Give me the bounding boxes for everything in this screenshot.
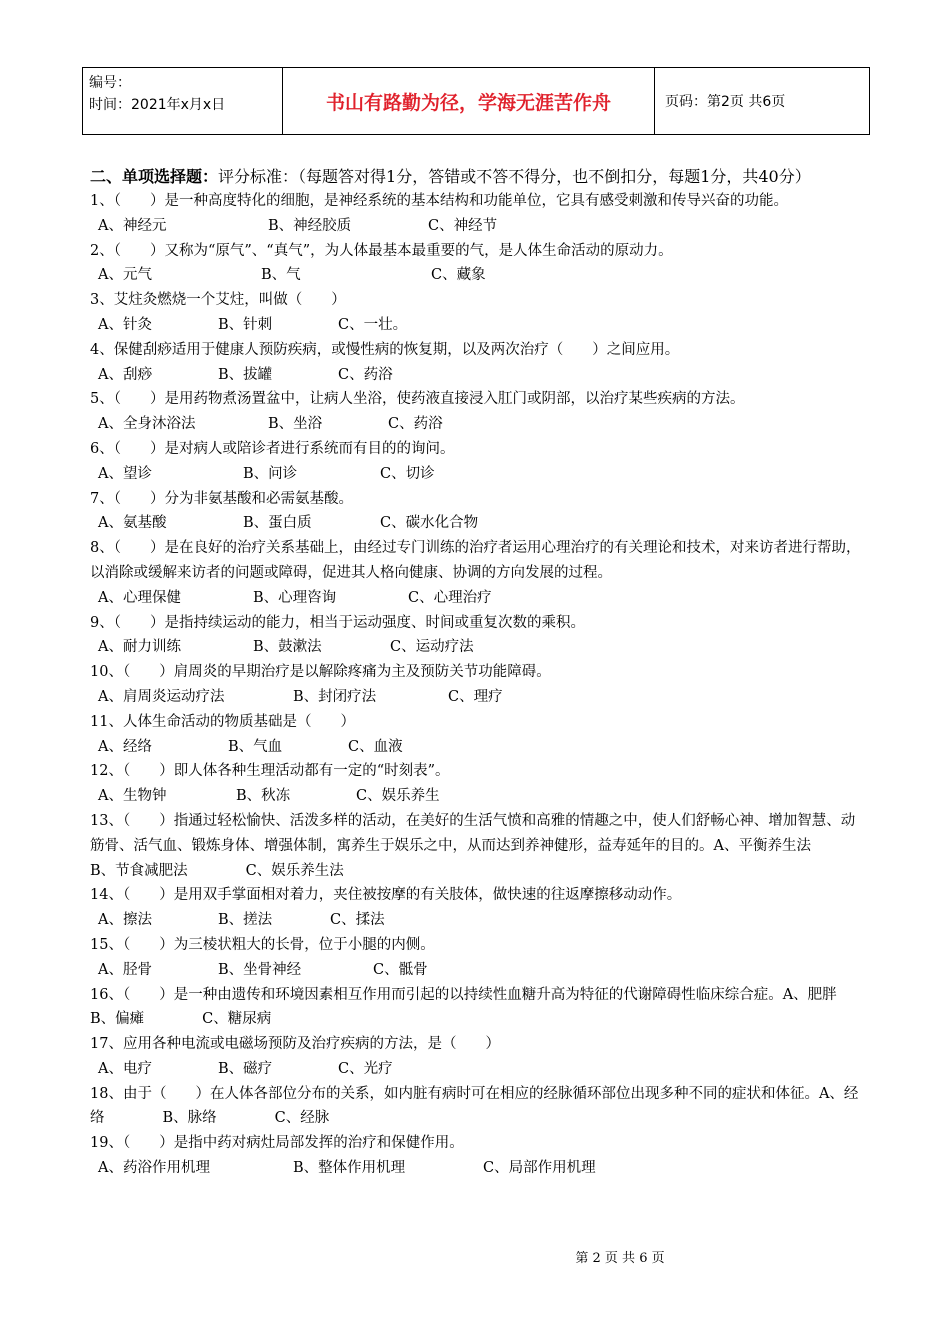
option-row (90, 685, 862, 710)
option-a: A、耐力训练 (98, 639, 181, 656)
option-c: C、运动疗法 (390, 639, 474, 656)
header-meta (83, 68, 283, 134)
option-a: A、电疗 (98, 1060, 152, 1077)
option-row (90, 1057, 862, 1082)
option-row (90, 214, 862, 239)
section-title (90, 164, 862, 189)
option-a: A、生物钟 (98, 788, 167, 805)
option-b: B、封闭疗法 (293, 688, 377, 705)
option-a: A、针灸 (98, 316, 152, 333)
option-c: C、切诊 (380, 465, 435, 482)
option-row (90, 412, 862, 437)
option-c: C、药浴 (338, 366, 393, 383)
question-text: 5、（ ）是用药物煮汤置盆中，让病人坐浴，使药液直接浸入肛门或阴部，以治疗某些疾病的方法。 (90, 391, 745, 408)
option-c: C、血液 (348, 738, 403, 755)
header-motto: 书山有路勤为径，学海无涯苦作舟 (283, 68, 655, 134)
question-text: 3、艾炷灸燃烧一个艾炷，叫做（ ） (90, 292, 346, 309)
question-text: 9、（ ）是指持续运动的能力，相当于运动强度、时间或重复次数的乘积。 (90, 614, 585, 631)
option-row (90, 586, 862, 611)
option-row (90, 263, 862, 288)
question-list (90, 189, 895, 1181)
option-a: A、氨基酸 (98, 515, 167, 532)
option-c: C、光疗 (338, 1060, 393, 1077)
option-row (90, 462, 862, 487)
date-label: 时间：2021年x月x日 (89, 97, 226, 113)
option-b: B、鼓漱法 (253, 639, 322, 656)
option-a: A、经络 (98, 738, 152, 755)
option-row (90, 784, 862, 809)
number-label: 编号： (89, 75, 131, 91)
option-b: B、坐骨神经 (218, 961, 302, 978)
option-a: A、全身沐浴法 (98, 416, 196, 433)
page-header (82, 67, 870, 135)
page-footer: 第 2 页 共 6 页 (575, 1251, 665, 1266)
option-b: B、坐浴 (268, 416, 323, 433)
option-c: C、心理治疗 (408, 589, 492, 606)
option-c: C、局部作用机理 (483, 1160, 596, 1177)
option-a: A、擦法 (98, 912, 152, 929)
question-text: 13、（ ）指通过轻松愉快、活泼多样的活动，在美好的生活气愤和高雅的情趣之中，使人们舒畅心神、增加智慧、动筋骨、活气血、锻炼身体、增强体制，寓养生于娱乐之中，从而达到养神健形，益寿延年的目的。A、平衡养生法 B、节食减肥法 C、娱乐养生法 (90, 812, 869, 879)
option-c: C、碳水化合物 (380, 515, 479, 532)
option-b: B、秋冻 (236, 788, 291, 805)
question-text: 19、（ ）是指中药对病灶局部发挥的治疗和保健作用。 (90, 1135, 464, 1152)
option-a: A、元气 (98, 267, 152, 284)
option-b: B、气血 (228, 738, 283, 755)
question-text: 12、（ ）即人体各种生理活动都有一定的“时刻表”。 (90, 763, 450, 780)
question-text: 16、（ ）是一种由遗传和环境因素相互作用而引起的以持续性血糖升高为特征的代谢障碍性临床综合症。A、肥胖 B、偏瘫 C、糖尿病 (90, 986, 895, 1028)
option-c: C、神经节 (428, 217, 498, 234)
document-body (90, 164, 895, 1181)
option-a: A、望诊 (98, 465, 152, 482)
option-row (90, 511, 862, 536)
option-a: A、神经元 (98, 217, 167, 234)
option-row (90, 313, 862, 338)
option-b: B、磁疗 (218, 1060, 273, 1077)
option-b: B、拔罐 (218, 366, 273, 383)
question-text: 6、（ ）是对病人或陪诊者进行系统而有目的的询问。 (90, 440, 455, 457)
option-a: A、刮痧 (98, 366, 152, 383)
question-text: 1、（ ）是一种高度特化的细胞，是神经系统的基本结构和功能单位，它具有感受刺激和传导兴奋的功能。 (90, 193, 788, 209)
option-b: B、整体作用机理 (293, 1160, 406, 1177)
option-c: C、藏象 (431, 267, 486, 284)
question-text: 7、（ ）分为非氨基酸和必需氨基酸。 (90, 490, 353, 507)
question-text: 8、（ ）是在良好的治疗关系基础上，由经过专门训练的治疗者运用心理治疗的有关理论和技术，对来访者进行帮助，以消除或缓解来访者的问题或障碍，促进其人格向健康、协调的方向发展的过程。 (90, 540, 861, 581)
question-text: 11、人体生命活动的物质基础是（ ） (90, 713, 355, 730)
option-c: C、药浴 (388, 416, 443, 433)
option-b: B、气 (261, 267, 301, 284)
question-text: 2、（ ）又称为“原气”、“真气”，为人体最基本最重要的气，是人体生命活动的原动力。 (90, 242, 673, 259)
option-c: C、娱乐养生 (356, 788, 440, 805)
option-row (90, 958, 862, 983)
question-text: 18、由于（ ）在人体各部位分布的关系，如内脏有病时可在相应的经脉循环部位出现多种不同的症状和体征。A、经络 B、脉络 C、经脉 (90, 1085, 859, 1127)
question-text: 14、（ ）是用双手掌面相对着力，夹住被按摩的有关肢体，做快速的往返摩擦移动动作。 (90, 887, 682, 904)
option-c: C、理疗 (448, 688, 503, 705)
option-b: B、问诊 (243, 465, 298, 482)
option-b: B、针刺 (218, 316, 273, 333)
option-b: B、神经胶质 (268, 217, 352, 234)
section-title-bold: 二、单项选择题： (90, 167, 219, 186)
option-b: B、心理咨询 (253, 589, 337, 606)
question-text: 4、保健刮痧适用于健康人预防疾病，或慢性病的恢复期，以及两次治疗（ ）之间应用。 (90, 341, 680, 358)
option-a: A、药浴作用机理 (98, 1160, 210, 1177)
option-c: C、揉法 (330, 912, 385, 929)
header-page-info: 页码：第2页 共6页 (665, 94, 786, 110)
section-title-rest: 评分标准：（每题答对得1分，答错或不答不得分，也不倒扣分，每题1分，共40分） (218, 167, 811, 186)
option-c: C、一壮。 (338, 316, 408, 333)
option-row (90, 635, 862, 660)
question-text: 10、（ ）肩周炎的早期治疗是以解除疼痛为主及预防关节功能障碍。 (90, 664, 551, 681)
question-text: 15、（ ）为三棱状粗大的长骨，位于小腿的内侧。 (90, 936, 435, 953)
option-row (90, 908, 862, 933)
option-c: C、骶骨 (373, 961, 428, 978)
option-b: B、搓法 (218, 912, 273, 929)
option-row (90, 363, 862, 388)
option-a: A、胫骨 (98, 961, 152, 978)
option-row (90, 1156, 862, 1181)
option-a: A、肩周炎运动疗法 (98, 688, 225, 705)
option-a: A、心理保健 (98, 589, 181, 606)
question-text: 17、应用各种电流或电磁场预防及治疗疾病的方法，是（ ） (90, 1036, 500, 1053)
option-b: B、蛋白质 (243, 515, 312, 532)
option-row (90, 735, 862, 760)
